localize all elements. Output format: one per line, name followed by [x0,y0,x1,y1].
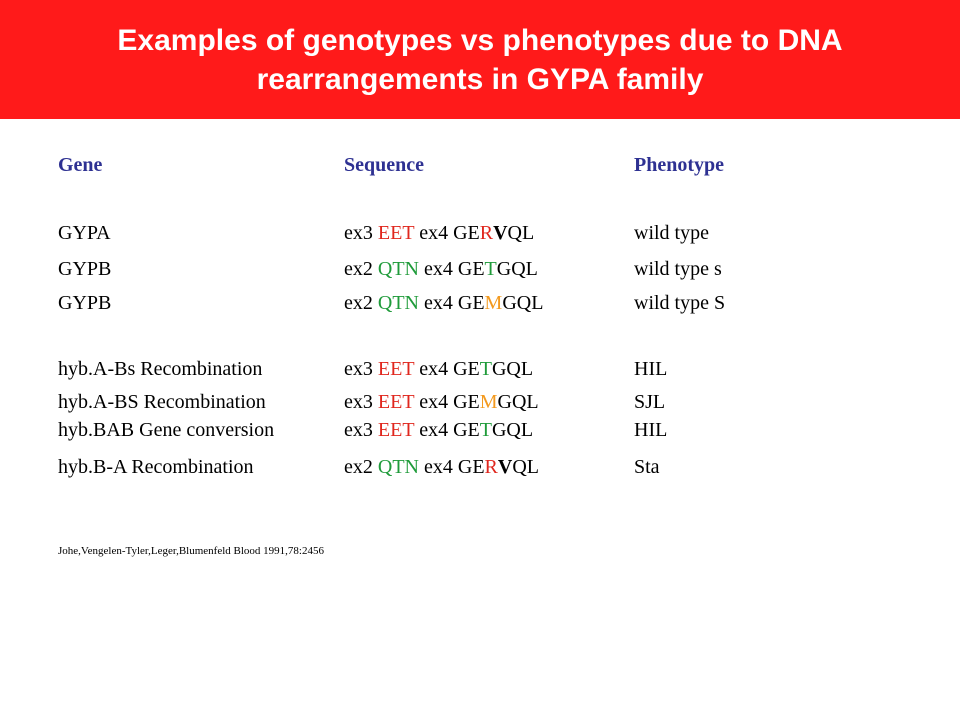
highlighted-residue: M [484,292,503,314]
highlighted-residue: R [484,456,498,478]
highlighted-residue: T [484,258,497,280]
highlighted-residue: QTN [377,292,419,314]
highlighted-residue: QTN [377,258,419,280]
sequence-cell [344,455,539,479]
sequence-cell [344,291,543,315]
sequence-text: V [493,222,508,244]
highlighted-residue: T [479,419,492,441]
sequence-text: ex4 GE [419,456,485,478]
highlighted-residue: R [479,222,494,244]
sequence-cell [344,357,533,381]
phenotype-cell: wild type [634,222,709,244]
sequence-text: GQL [491,358,534,380]
sequence-cell [344,257,538,281]
highlighted-residue: T [479,358,492,380]
sequence-text: V [497,456,513,478]
sequence-text: QL [512,456,540,478]
phenotype-cell: HIL [634,419,668,441]
highlighted-residue: EET [377,391,415,413]
highlighted-residue: EET [377,222,415,244]
sequence-text: ex3 [344,222,378,244]
sequence-text: GQL [502,292,544,314]
sequence-text: ex3 [344,358,378,380]
sequence-cell [344,221,534,245]
phenotype-cell: HIL [634,358,668,380]
sequence-text: ex4 GE [414,358,480,380]
gene-cell: hyb.A-BS Recombination [58,391,266,413]
sequence-text: ex4 GE [419,292,485,314]
sequence-text: ex4 GE [414,391,480,413]
title-banner [0,0,960,119]
sequence-text: ex2 [344,292,378,314]
sequence-text: ex2 [344,456,378,478]
slide-title: Examples of genotypes vs phenotypes due to DNA rearrangements in GYPA family [117,23,843,96]
sequence-text: ex2 [344,258,378,280]
sequence-text: ex3 [344,391,378,413]
sequence-text: ex3 [344,419,378,441]
phenotype-cell: wild type S [634,292,726,314]
phenotype-cell: wild type s [634,258,722,280]
gene-cell: GYPA [58,222,111,244]
sequence-text: QL [507,222,535,244]
sequence-text: GQL [496,258,538,280]
highlighted-residue: EET [377,358,415,380]
gene-cell: hyb.BAB Gene conversion [58,419,275,441]
gene-cell: hyb.A-Bs Recombination [58,358,263,380]
gene-cell: GYPB [58,292,112,314]
highlighted-residue: QTN [377,456,419,478]
header-phenotype: Phenotype [634,154,724,176]
sequence-text: ex4 GE [414,222,480,244]
highlighted-residue: M [479,391,498,413]
citation: Johe,Vengelen-Tyler,Leger,Blumenfeld Blood 1991,78:2456 [58,545,324,557]
sequence-text: GQL [497,391,539,413]
sequence-text: ex4 GE [419,258,485,280]
phenotype-cell: SJL [634,391,666,413]
sequence-cell [344,418,533,442]
highlighted-residue: EET [377,419,415,441]
sequence-cell [344,390,539,414]
sequence-text: ex4 GE [414,419,480,441]
gene-cell: GYPB [58,258,112,280]
header-sequence: Sequence [344,154,424,176]
header-gene: Gene [58,154,103,176]
phenotype-cell: Sta [634,456,660,478]
sequence-text: GQL [491,419,534,441]
gene-cell: hyb.B-A Recombination [58,456,254,478]
